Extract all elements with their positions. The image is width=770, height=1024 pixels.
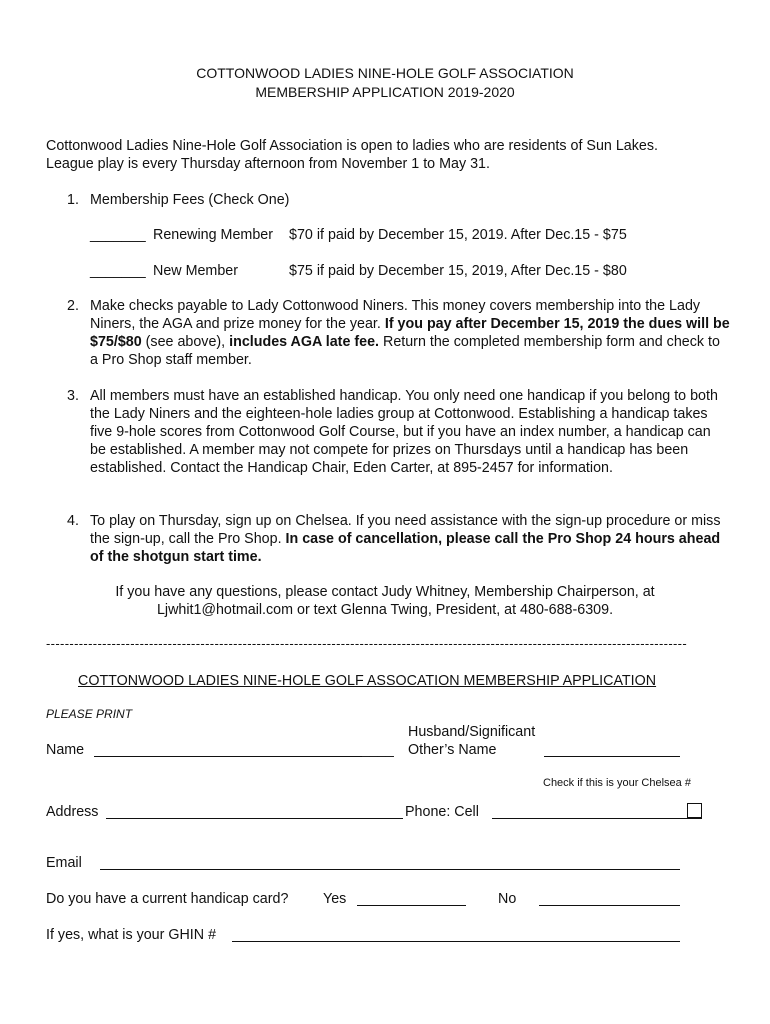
cut-divider: -----------------------------------------------------------------------------------------------------------------------------------------	[46, 636, 688, 651]
list-text: To play on Thursday, sign up on Chelsea. If you need assistance with the sign-up procedure or miss the sign-up, call the Pro Shop. In case of cancellation, please call the Pro Shop 24 hours ahead of the shotgun start time.	[90, 513, 721, 565]
renewing-label: Renewing Member	[153, 227, 273, 243]
spouse-label-line-2: Other’s Name	[408, 742, 497, 758]
handicap-question: Do you have a current handicap card?	[46, 891, 289, 907]
spouse-label-line-1: Husband/Significant	[408, 724, 536, 740]
phone-cell-input[interactable]	[492, 818, 702, 819]
name-line-tail: ____	[362, 742, 394, 758]
renewing-blank[interactable]: _______	[90, 227, 146, 243]
document-title: COTTONWOOD LADIES NINE-HOLE GOLF ASSOCIATION	[196, 65, 574, 81]
email-input[interactable]	[100, 869, 680, 870]
contact-line-1: If you have any questions, please contact Judy Whitney, Membership Chairperson, at	[115, 584, 655, 600]
list-number: 1.	[67, 192, 79, 208]
handicap-no-label: No	[498, 891, 517, 907]
list-text: All members must have an established handicap. You only need one handicap if you belong to both the Lady Niners and the eighteen-hole ladies group at Cottonwood. Establishing a handicap takes five 9-hole scores from Cottonwood Golf Course, but if you have an index number, a handicap can be established. A member may not compete for prizes on Thursdays until a handicap has been established. Contact the Handicap Chair, Eden Carter, at 895-2457 for information.	[90, 388, 718, 476]
chelsea-checkbox[interactable]	[687, 803, 702, 818]
list-text: Membership Fees (Check One)	[90, 192, 290, 208]
email-label: Email	[46, 855, 82, 871]
spouse-name-input[interactable]	[544, 756, 680, 757]
document-subtitle: MEMBERSHIP APPLICATION 2019-2020	[255, 84, 515, 100]
handicap-yes-input[interactable]	[357, 905, 466, 906]
list-number: 2.	[67, 298, 79, 314]
ghin-label: If yes, what is your GHIN #	[46, 927, 217, 943]
chelsea-note: Check if this is your Chelsea #	[543, 777, 691, 789]
list-item-2	[67, 297, 730, 371]
list-number: 4.	[67, 513, 79, 529]
handicap-yes-label: Yes	[323, 891, 347, 907]
renewing-fee: $70 if paid by December 15, 2019. After Dec.15 - $75	[289, 227, 627, 243]
handicap-no-input[interactable]	[539, 905, 680, 906]
address-label: Address	[46, 804, 99, 820]
intro-line-1: Cottonwood Ladies Nine-Hole Golf Association is open to ladies who are residents of Sun Lakes.	[46, 138, 658, 154]
phone-cell-label: Phone: Cell	[405, 804, 479, 820]
new-member-label: New Member	[153, 263, 239, 279]
address-input[interactable]	[106, 818, 403, 819]
intro-line-2: League play is every Thursday afternoon from November 1 to May 31.	[46, 156, 490, 172]
please-print-note: PLEASE PRINT	[46, 707, 133, 721]
form-title: COTTONWOOD LADIES NINE-HOLE GOLF ASSOCATION MEMBERSHIP APPLICATION	[78, 673, 657, 689]
list-item-3	[67, 387, 727, 497]
list-item-4	[67, 512, 727, 568]
list-number: 3.	[67, 388, 79, 404]
name-input[interactable]	[94, 756, 362, 757]
name-label: Name	[46, 742, 85, 758]
list-item-1	[67, 191, 727, 211]
list-text: Make checks payable to Lady Cottonwood Niners. This money covers membership into the Lady Niners, the AGA and prize money for the year. If you pay after December 15, 2019 the dues will be $75/$80 (see above), includes AGA late fee. Return the completed membership form and check to a Pro Shop staff member.	[90, 298, 730, 368]
ghin-input[interactable]	[232, 941, 680, 942]
new-member-blank[interactable]: _______	[90, 263, 146, 279]
contact-line-2: Ljwhit1@hotmail.com or text Glenna Twing, President, at 480-688-6309.	[156, 602, 614, 618]
new-member-fee: $75 if paid by December 15, 2019, After Dec.15 - $80	[289, 263, 627, 279]
